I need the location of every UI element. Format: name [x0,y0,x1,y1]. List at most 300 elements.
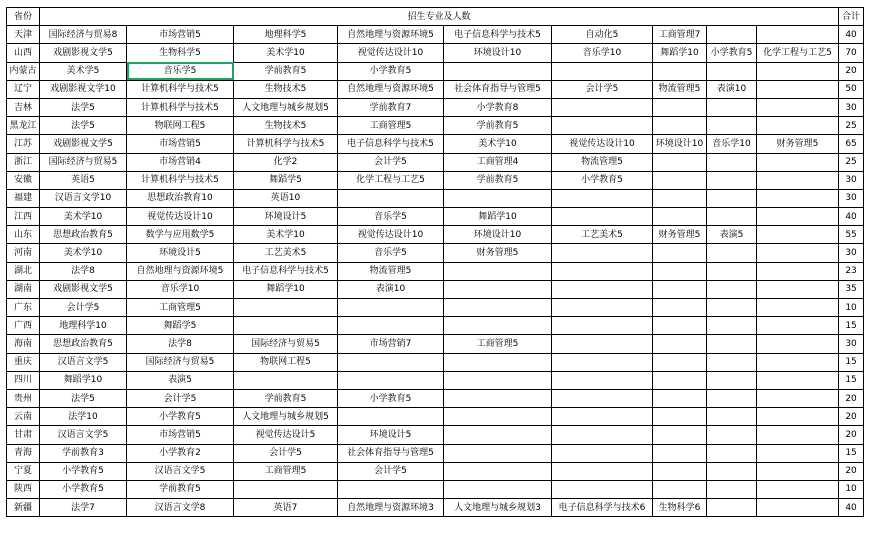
major-cell[interactable]: 小学教育8 [444,98,552,116]
major-cell[interactable] [757,153,839,171]
major-cell[interactable] [653,208,707,226]
major-cell[interactable] [552,189,653,207]
major-cell[interactable]: 计算机科学与技术5 [127,80,234,98]
major-cell[interactable]: 市场营销5 [127,135,234,153]
major-cell[interactable]: 学前教育5 [234,62,338,80]
major-cell[interactable]: 人文地理与城乡规划5 [234,408,338,426]
major-cell[interactable]: 工商管理5 [234,462,338,480]
province-cell[interactable]: 海南 [7,335,40,353]
major-cell[interactable] [444,408,552,426]
major-cell[interactable] [707,117,757,135]
major-cell[interactable]: 学前教育3 [40,444,127,462]
major-cell[interactable] [757,389,839,407]
major-cell[interactable]: 表演5 [127,371,234,389]
major-cell[interactable]: 汉语言文学10 [40,189,127,207]
major-cell[interactable] [707,426,757,444]
major-cell[interactable] [757,480,839,498]
major-cell[interactable] [234,371,338,389]
province-cell[interactable]: 山东 [7,226,40,244]
major-cell[interactable]: 英语10 [234,189,338,207]
major-cell[interactable]: 自然地理与资源环境5 [338,26,444,44]
province-cell[interactable]: 陕西 [7,480,40,498]
major-cell[interactable]: 工商管理7 [653,26,707,44]
major-cell[interactable] [757,62,839,80]
major-cell[interactable] [707,444,757,462]
total-cell[interactable]: 10 [839,480,864,498]
major-cell[interactable]: 法学8 [40,262,127,280]
major-cell[interactable] [653,171,707,189]
major-cell[interactable] [552,262,653,280]
major-cell[interactable] [757,171,839,189]
major-cell[interactable]: 表演10 [338,280,444,298]
major-cell[interactable]: 电子信息科学与技术5 [444,26,552,44]
major-cell[interactable] [552,98,653,116]
major-cell[interactable]: 戏剧影视文学5 [40,44,127,62]
province-cell[interactable]: 吉林 [7,98,40,116]
major-cell[interactable] [653,426,707,444]
major-cell[interactable]: 小学教育2 [127,444,234,462]
total-cell[interactable]: 20 [839,408,864,426]
major-cell[interactable] [707,299,757,317]
major-cell[interactable] [552,444,653,462]
major-cell[interactable]: 计算机科学与技术5 [127,98,234,116]
major-cell[interactable]: 英语7 [234,499,338,517]
major-cell[interactable]: 国际经济与贸易5 [234,335,338,353]
total-cell[interactable]: 30 [839,244,864,262]
major-cell[interactable] [552,335,653,353]
total-cell[interactable]: 30 [839,98,864,116]
major-cell[interactable]: 小学教育5 [338,389,444,407]
major-cell[interactable]: 地理科学5 [234,26,338,44]
major-cell[interactable] [707,262,757,280]
major-cell[interactable]: 工商管理4 [444,153,552,171]
major-cell[interactable]: 工艺美术5 [234,244,338,262]
major-cell[interactable] [444,426,552,444]
total-cell[interactable]: 23 [839,262,864,280]
major-cell[interactable]: 视觉传达设计10 [127,208,234,226]
major-cell[interactable] [707,371,757,389]
total-cell[interactable]: 40 [839,208,864,226]
major-cell[interactable]: 计算机科学与技术5 [127,171,234,189]
major-cell[interactable]: 电子信息科学与技术5 [338,135,444,153]
major-cell[interactable] [653,462,707,480]
major-cell[interactable] [757,26,839,44]
major-cell[interactable] [552,426,653,444]
major-cell[interactable] [234,480,338,498]
major-cell[interactable]: 法学8 [127,335,234,353]
header-majors[interactable]: 招生专业及人数 [40,8,839,26]
major-cell[interactable]: 环境设计10 [444,44,552,62]
major-cell[interactable] [757,280,839,298]
major-cell[interactable]: 国际经济与贸易5 [127,353,234,371]
major-cell[interactable] [234,317,338,335]
major-cell[interactable] [757,226,839,244]
major-cell[interactable] [444,389,552,407]
major-cell[interactable]: 法学5 [40,98,127,116]
province-cell[interactable]: 四川 [7,371,40,389]
province-cell[interactable]: 河南 [7,244,40,262]
major-cell[interactable]: 小学教育5 [707,44,757,62]
major-cell[interactable]: 环境设计5 [338,426,444,444]
major-cell[interactable] [552,462,653,480]
major-cell[interactable]: 小学教育5 [40,480,127,498]
major-cell[interactable]: 数学与应用数学5 [127,226,234,244]
major-cell[interactable] [338,353,444,371]
major-cell[interactable]: 小学教育5 [338,62,444,80]
major-cell[interactable] [552,408,653,426]
major-cell[interactable] [444,299,552,317]
province-cell[interactable]: 福建 [7,189,40,207]
major-cell[interactable] [444,262,552,280]
major-cell[interactable] [444,444,552,462]
major-cell[interactable]: 会计学5 [338,153,444,171]
major-cell[interactable] [757,426,839,444]
major-cell[interactable]: 环境设计5 [127,244,234,262]
major-cell[interactable]: 音乐学10 [552,44,653,62]
major-cell[interactable]: 会计学5 [127,389,234,407]
major-cell[interactable]: 舞蹈学5 [234,171,338,189]
major-cell[interactable] [552,244,653,262]
major-cell[interactable] [338,317,444,335]
major-cell[interactable] [234,299,338,317]
major-cell[interactable]: 物联网工程5 [127,117,234,135]
major-cell[interactable] [757,98,839,116]
major-cell[interactable] [653,353,707,371]
major-cell[interactable]: 视觉传达设计10 [338,226,444,244]
major-cell[interactable]: 美术学10 [444,135,552,153]
major-cell[interactable]: 舞蹈学5 [127,317,234,335]
major-cell[interactable]: 市场营销7 [338,335,444,353]
major-cell[interactable]: 生物科学6 [653,499,707,517]
major-cell[interactable]: 财务管理5 [653,226,707,244]
major-cell[interactable]: 法学5 [40,389,127,407]
major-cell[interactable] [757,117,839,135]
major-cell[interactable] [707,353,757,371]
total-cell[interactable]: 50 [839,80,864,98]
major-cell[interactable] [338,299,444,317]
major-cell[interactable] [757,353,839,371]
total-cell[interactable]: 40 [839,499,864,517]
major-cell[interactable] [707,389,757,407]
major-cell[interactable] [552,389,653,407]
major-cell[interactable] [552,299,653,317]
major-cell[interactable]: 会计学5 [40,299,127,317]
major-cell[interactable]: 工商管理5 [444,335,552,353]
major-cell[interactable]: 戏剧影视文学5 [40,135,127,153]
major-cell[interactable] [757,244,839,262]
province-cell[interactable]: 贵州 [7,389,40,407]
major-cell[interactable] [707,335,757,353]
total-cell[interactable]: 55 [839,226,864,244]
total-cell[interactable]: 20 [839,62,864,80]
major-cell[interactable]: 戏剧影视文学5 [40,280,127,298]
major-cell[interactable] [707,244,757,262]
total-cell[interactable]: 15 [839,353,864,371]
major-cell[interactable]: 视觉传达设计10 [552,135,653,153]
major-cell[interactable] [444,480,552,498]
major-cell[interactable] [338,408,444,426]
major-cell[interactable] [653,480,707,498]
major-cell[interactable] [757,262,839,280]
major-cell[interactable] [653,389,707,407]
major-cell[interactable]: 汉语言文学8 [127,499,234,517]
major-cell[interactable]: 美术学10 [234,44,338,62]
major-cell[interactable]: 学前教育7 [338,98,444,116]
major-cell[interactable] [653,317,707,335]
major-cell[interactable] [653,371,707,389]
major-cell[interactable] [552,117,653,135]
major-cell[interactable] [707,171,757,189]
total-cell[interactable]: 20 [839,462,864,480]
major-cell[interactable]: 美术学10 [234,226,338,244]
major-cell[interactable] [653,444,707,462]
major-cell[interactable]: 市场营销5 [127,426,234,444]
total-cell[interactable]: 40 [839,26,864,44]
header-total[interactable]: 合计 [839,8,864,26]
total-cell[interactable]: 35 [839,280,864,298]
province-cell[interactable]: 辽宁 [7,80,40,98]
province-cell[interactable]: 广东 [7,299,40,317]
province-cell[interactable]: 黑龙江 [7,117,40,135]
major-cell[interactable]: 学前教育5 [444,117,552,135]
major-cell[interactable] [552,480,653,498]
major-cell[interactable]: 社会体育指导与管理5 [444,80,552,98]
major-cell[interactable]: 国际经济与贸易8 [40,26,127,44]
province-cell[interactable]: 江西 [7,208,40,226]
major-cell[interactable] [707,408,757,426]
province-cell[interactable]: 甘肃 [7,426,40,444]
major-cell[interactable] [653,244,707,262]
major-cell[interactable]: 环境设计10 [653,135,707,153]
total-cell[interactable]: 20 [839,426,864,444]
total-cell[interactable]: 15 [839,371,864,389]
major-cell[interactable]: 会计学5 [234,444,338,462]
province-cell[interactable]: 宁夏 [7,462,40,480]
major-cell[interactable] [444,317,552,335]
major-cell[interactable]: 汉语言文学5 [40,353,127,371]
major-cell[interactable]: 人文地理与城乡规划5 [234,98,338,116]
major-cell[interactable]: 工商管理5 [127,299,234,317]
total-cell[interactable]: 30 [839,189,864,207]
major-cell[interactable]: 生物科学5 [127,44,234,62]
major-cell[interactable]: 音乐学5 [338,244,444,262]
total-cell[interactable]: 70 [839,44,864,62]
major-cell[interactable]: 舞蹈学10 [444,208,552,226]
major-cell[interactable] [653,262,707,280]
province-cell[interactable]: 山西 [7,44,40,62]
major-cell[interactable] [653,98,707,116]
major-cell[interactable]: 化学2 [234,153,338,171]
major-cell[interactable] [552,208,653,226]
major-cell[interactable]: 思想政治教育5 [40,335,127,353]
major-cell[interactable]: 美术学10 [40,244,127,262]
major-cell[interactable]: 法学10 [40,408,127,426]
major-cell[interactable]: 地理科学10 [40,317,127,335]
total-cell[interactable]: 30 [839,335,864,353]
major-cell[interactable] [757,189,839,207]
major-cell[interactable]: 思想政治教育10 [127,189,234,207]
major-cell[interactable] [707,153,757,171]
major-cell[interactable]: 视觉传达设计5 [234,426,338,444]
major-cell[interactable]: 表演5 [707,226,757,244]
major-cell[interactable] [653,335,707,353]
major-cell[interactable]: 汉语言文学5 [127,462,234,480]
major-cell[interactable] [552,371,653,389]
major-cell[interactable] [444,371,552,389]
total-cell[interactable]: 20 [839,389,864,407]
major-cell[interactable]: 生物技术5 [234,117,338,135]
province-cell[interactable]: 青海 [7,444,40,462]
province-cell[interactable]: 湖北 [7,262,40,280]
major-cell[interactable] [444,462,552,480]
major-cell[interactable]: 小学教育5 [552,171,653,189]
major-cell[interactable]: 电子信息科学与技术6 [552,499,653,517]
major-cell[interactable]: 工商管理5 [338,117,444,135]
major-cell[interactable] [653,62,707,80]
major-cell[interactable] [757,444,839,462]
major-cell[interactable]: 表演10 [707,80,757,98]
major-cell[interactable] [653,153,707,171]
major-cell[interactable]: 法学5 [40,117,127,135]
total-cell[interactable]: 15 [839,317,864,335]
major-cell[interactable]: 视觉传达设计10 [338,44,444,62]
major-cell[interactable] [653,117,707,135]
major-cell[interactable]: 音乐学5 [338,208,444,226]
major-cell[interactable]: 社会体育指导与管理5 [338,444,444,462]
total-cell[interactable]: 15 [839,444,864,462]
major-cell[interactable] [757,208,839,226]
major-cell[interactable]: 自然地理与资源环境3 [338,499,444,517]
major-cell[interactable]: 小学教育5 [40,462,127,480]
major-cell[interactable]: 舞蹈学10 [234,280,338,298]
major-cell[interactable]: 音乐学5 [127,62,234,80]
major-cell[interactable] [707,62,757,80]
major-cell[interactable]: 物流管理5 [552,153,653,171]
major-cell[interactable]: 环境设计10 [444,226,552,244]
total-cell[interactable]: 25 [839,153,864,171]
major-cell[interactable] [707,189,757,207]
major-cell[interactable]: 学前教育5 [444,171,552,189]
major-cell[interactable] [707,317,757,335]
major-cell[interactable] [653,280,707,298]
major-cell[interactable]: 国际经济与贸易5 [40,153,127,171]
major-cell[interactable] [444,353,552,371]
major-cell[interactable]: 音乐学10 [127,280,234,298]
province-cell[interactable]: 天津 [7,26,40,44]
major-cell[interactable]: 自动化5 [552,26,653,44]
major-cell[interactable]: 物联网工程5 [234,353,338,371]
province-cell[interactable]: 内蒙古 [7,62,40,80]
major-cell[interactable]: 法学7 [40,499,127,517]
major-cell[interactable]: 舞蹈学10 [40,371,127,389]
major-cell[interactable] [552,317,653,335]
major-cell[interactable]: 美术学10 [40,208,127,226]
header-province[interactable]: 省份 [7,8,40,26]
major-cell[interactable]: 化学工程与工艺5 [757,44,839,62]
major-cell[interactable]: 戏剧影视文学10 [40,80,127,98]
major-cell[interactable]: 化学工程与工艺5 [338,171,444,189]
major-cell[interactable]: 学前教育5 [234,389,338,407]
major-cell[interactable] [707,462,757,480]
major-cell[interactable]: 计算机科学与技术5 [234,135,338,153]
major-cell[interactable]: 思想政治教育5 [40,226,127,244]
major-cell[interactable]: 财务管理5 [444,244,552,262]
major-cell[interactable] [444,62,552,80]
province-cell[interactable]: 广西 [7,317,40,335]
major-cell[interactable] [757,335,839,353]
major-cell[interactable]: 英语5 [40,171,127,189]
major-cell[interactable] [757,371,839,389]
major-cell[interactable] [707,499,757,517]
total-cell[interactable]: 65 [839,135,864,153]
major-cell[interactable] [757,80,839,98]
major-cell[interactable]: 生物技术5 [234,80,338,98]
major-cell[interactable]: 电子信息科学与技术5 [234,262,338,280]
major-cell[interactable]: 会计学5 [338,462,444,480]
province-cell[interactable]: 安徽 [7,171,40,189]
province-cell[interactable]: 新疆 [7,499,40,517]
major-cell[interactable] [757,317,839,335]
major-cell[interactable] [338,480,444,498]
major-cell[interactable] [444,189,552,207]
major-cell[interactable]: 汉语言文学5 [40,426,127,444]
major-cell[interactable] [707,98,757,116]
major-cell[interactable] [653,408,707,426]
major-cell[interactable] [757,299,839,317]
major-cell[interactable] [757,499,839,517]
major-cell[interactable]: 音乐学10 [707,135,757,153]
major-cell[interactable]: 物流管理5 [653,80,707,98]
major-cell[interactable] [653,299,707,317]
major-cell[interactable]: 小学教育5 [127,408,234,426]
total-cell[interactable]: 25 [839,117,864,135]
major-cell[interactable]: 环境设计5 [234,208,338,226]
major-cell[interactable] [552,280,653,298]
major-cell[interactable]: 美术学5 [40,62,127,80]
major-cell[interactable]: 财务管理5 [757,135,839,153]
province-cell[interactable]: 江苏 [7,135,40,153]
total-cell[interactable]: 10 [839,299,864,317]
major-cell[interactable] [653,189,707,207]
major-cell[interactable] [707,26,757,44]
total-cell[interactable]: 30 [839,171,864,189]
major-cell[interactable]: 市场营销5 [127,26,234,44]
province-cell[interactable]: 重庆 [7,353,40,371]
major-cell[interactable] [338,371,444,389]
major-cell[interactable] [707,480,757,498]
major-cell[interactable]: 会计学5 [552,80,653,98]
major-cell[interactable] [444,280,552,298]
province-cell[interactable]: 云南 [7,408,40,426]
major-cell[interactable] [552,62,653,80]
major-cell[interactable]: 自然地理与资源环境5 [338,80,444,98]
major-cell[interactable] [707,280,757,298]
major-cell[interactable]: 舞蹈学10 [653,44,707,62]
major-cell[interactable]: 物流管理5 [338,262,444,280]
major-cell[interactable] [757,408,839,426]
major-cell[interactable]: 市场营销4 [127,153,234,171]
major-cell[interactable] [757,462,839,480]
province-cell[interactable]: 浙江 [7,153,40,171]
major-cell[interactable]: 自然地理与资源环境5 [127,262,234,280]
major-cell[interactable] [707,208,757,226]
major-cell[interactable] [552,353,653,371]
province-cell[interactable]: 湖南 [7,280,40,298]
major-cell[interactable]: 人文地理与城乡规划3 [444,499,552,517]
major-cell[interactable] [338,189,444,207]
major-cell[interactable]: 工艺美术5 [552,226,653,244]
major-cell[interactable]: 学前教育5 [127,480,234,498]
